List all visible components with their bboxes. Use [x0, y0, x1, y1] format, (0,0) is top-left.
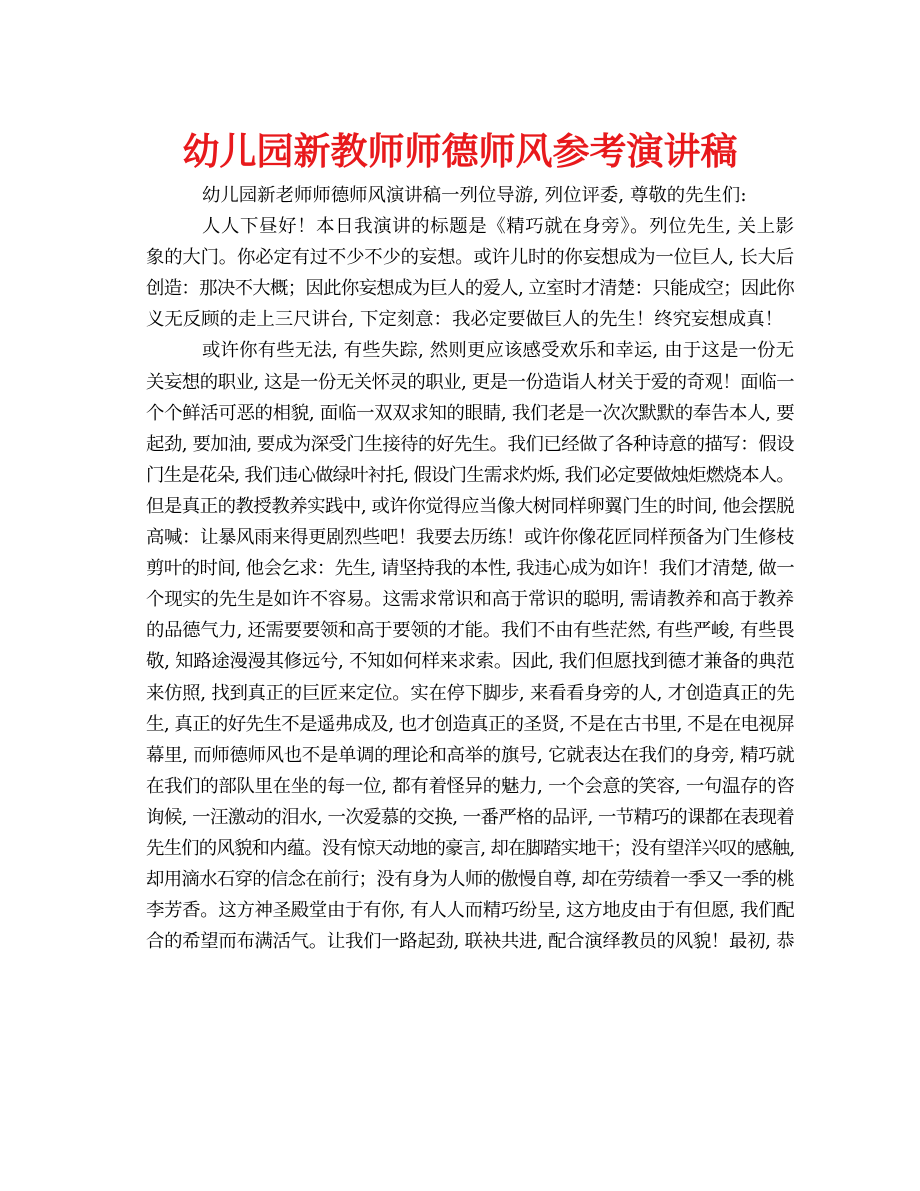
text-line: 幼儿园新老师师德师风演讲稿一列位导游, 列位评委, 尊敬的先生们: [202, 185, 747, 206]
text-line: 询候, 一汪激动的泪水, 一次爱慕的交换, 一番严格的品评, 一节精巧的课都在表现着 [146, 806, 794, 828]
text-line: 或许你有些无法, 有些失踪, 然则更应该感受欢乐和幸运, 由于这是一份无 [202, 340, 794, 362]
text-line: 高喊：让暴风雨来得更剧烈些吧！我要去历练！或许你像花匠同样预备为门生修枝 [146, 527, 794, 549]
text-line: 剪叶的时间, 他会乞求：先生, 请坚持我的本性, 我违心成为如许！我们才清楚, 做一 [146, 558, 794, 580]
text-line: 起劲, 要加油, 要成为深受门生接待的好先生。我们已经做了各种诗意的描写：假设 [146, 433, 794, 455]
text-line: 李芳香。这方神圣殿堂由于有你, 有人人而精巧纷呈, 这方地皮由于有但愿, 我们配 [146, 900, 795, 922]
document-title: 幼儿园新教师师德师风参考演讲稿 [182, 130, 738, 173]
text-line: 关妄想的职业, 这是一份无关怀灵的职业, 更是一份造诣人材关于爱的奇观！面临一 [146, 371, 794, 393]
text-line: 人人下昼好！本日我演讲的标题是《精巧就在身旁》。列位先生, 关上影 [202, 216, 794, 238]
text-line: 的品德气力, 还需要要领和高于要领的才能。我们不由有些茫然, 有些严峻, 有些畏 [146, 620, 795, 642]
text-line: 但是真正的教授教养实践中, 或许你觉得应当像大树同样卵翼门生的时间, 他会摆脱 [146, 495, 794, 517]
paragraph-main [146, 335, 794, 957]
text-line: 幕里, 而师德师风也不是单调的理论和高举的旗号, 它就表达在我们的身旁, 精巧就 [146, 744, 795, 766]
text-line: 合的希望而布满活气。让我们一路起劲, 联袂共进, 配合演绎教员的风貌！最初, 恭 [146, 931, 795, 953]
paragraph-intro [146, 211, 794, 335]
text-line: 门生是花朵, 我们违心做绿叶衬托, 假设门生需求灼烁, 我们必定要做烛炬燃烧本人。 [146, 464, 794, 486]
text-line: 来仿照, 找到真正的巨匠来定位。实在停下脚步, 来看看身旁的人, 才创造真正的先 [146, 682, 795, 704]
text-line: 创造：那决不大概；因此你妄想成为巨人的爱人, 立室时才清楚：只能成空；因此你 [146, 278, 794, 300]
text-line: 个现实的先生是如许不容易。这需求常识和高于常识的聪明, 需请教养和高于教养 [146, 589, 794, 611]
text-line: 义无反顾的走上三尺讲台, 下定刻意：我必定要做巨人的先生！终究妄想成真！ [146, 309, 783, 331]
text-line: 象的大门。你必定有过不少不少的妄想。或许儿时的你妄想成为一位巨人, 长大后 [146, 247, 794, 269]
document-body [146, 180, 794, 957]
text-line: 先生们的风貌和内蕴。没有惊天动地的豪言, 却在脚踏实地干；没有望洋兴叹的感触, [146, 837, 795, 859]
text-line: 生, 真正的好先生不是遥弗成及, 也才创造真正的圣贤, 不是在古书里, 不是在电视屏 [146, 713, 794, 735]
paragraph-greeting [146, 180, 794, 211]
text-line: 却用滴水石穿的信念在前行；没有身为人师的傲慢自尊, 却在劳绩着一季又一季的桃 [146, 869, 794, 891]
text-line: 敬, 知路途漫漫其修远兮, 不知如何样来求索。因此, 我们但愿找到德才兼备的典范 [146, 651, 795, 673]
text-line: 在我们的部队里在坐的每一位, 都有着怪异的魅力, 一个会意的笑容, 一句温存的咨 [146, 775, 795, 797]
text-line: 个个鲜活可恶的相貌, 面临一双双求知的眼睛, 我们老是一次次默默的奉告本人, 要 [146, 402, 795, 424]
